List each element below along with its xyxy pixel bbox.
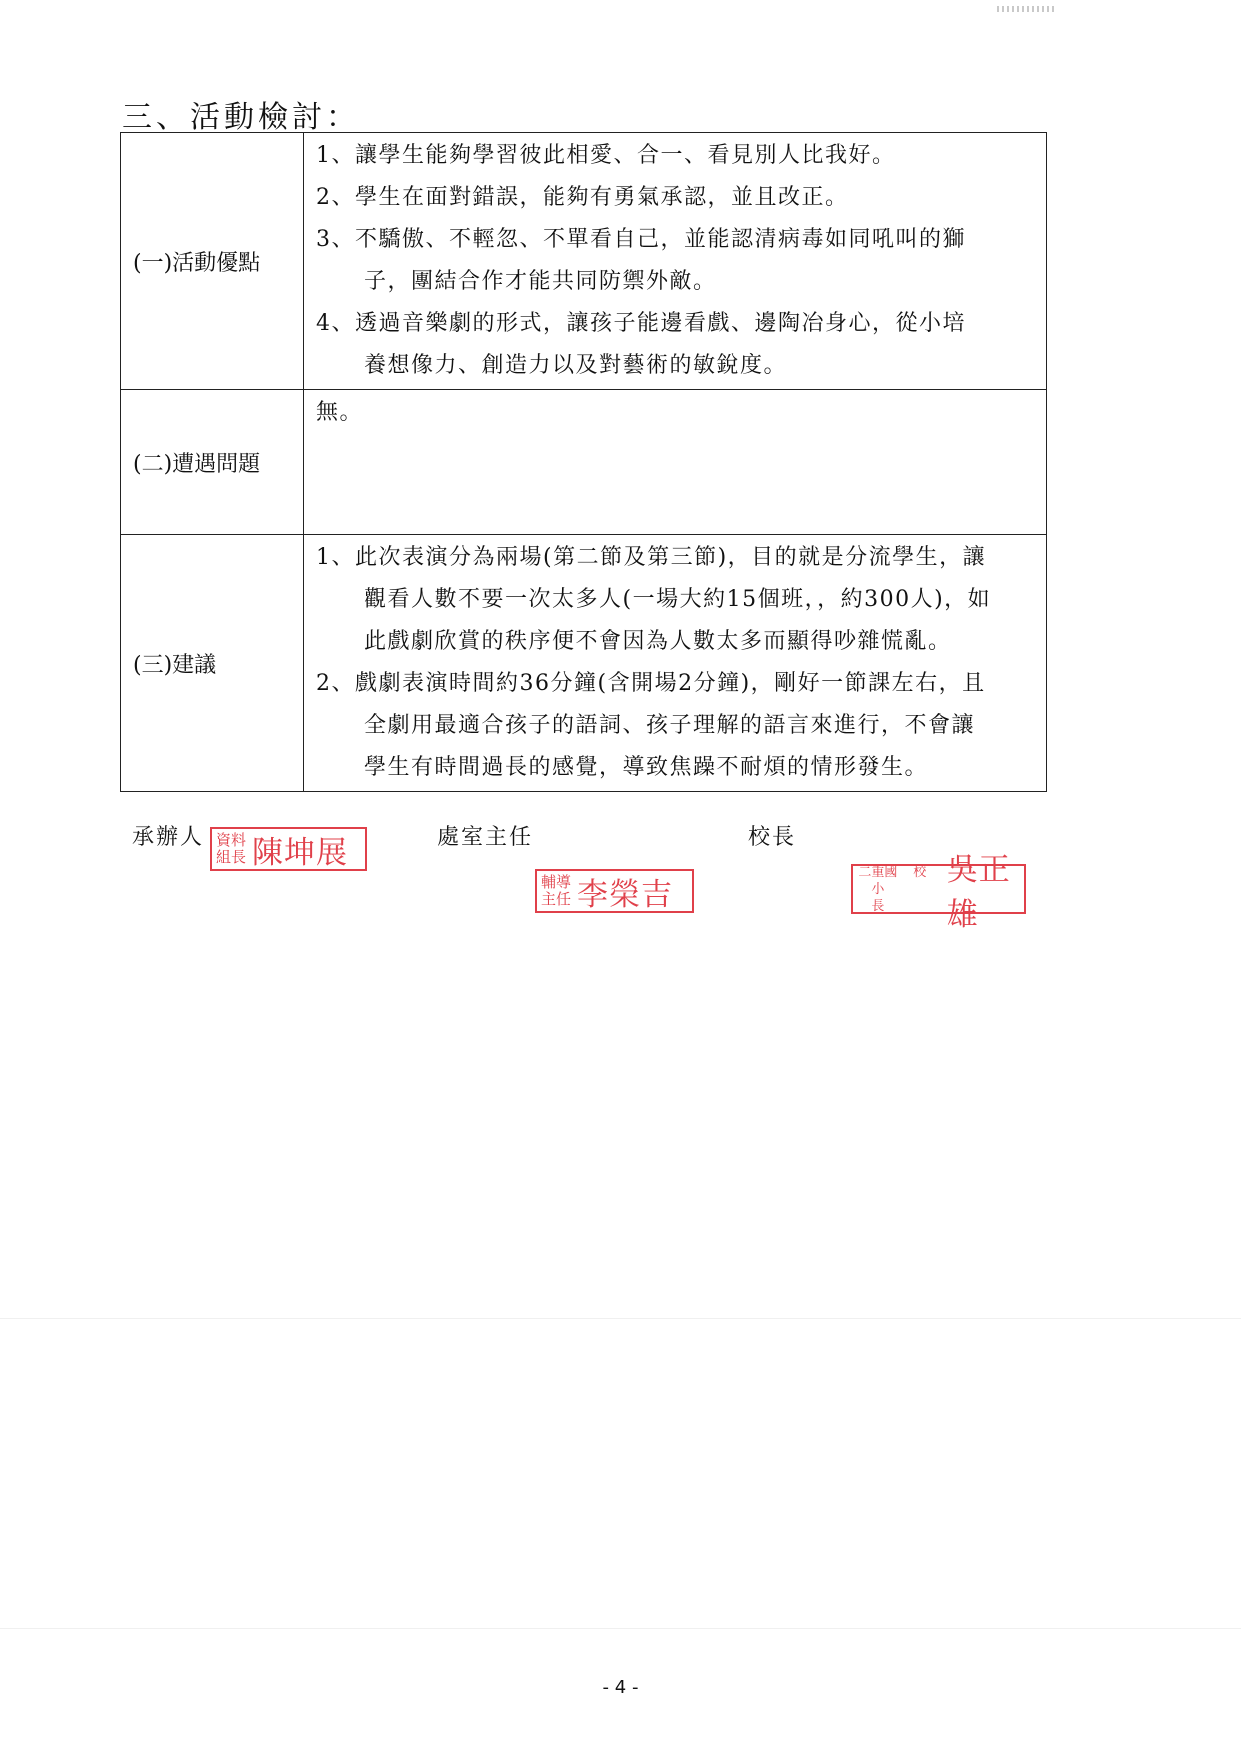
review-row: [121, 390, 1047, 535]
organizer-stamp-title: [216, 832, 246, 866]
review-item-line: 3、不驕傲、不輕忽、不單看自己，並能認清病毒如同吼叫的獅: [316, 227, 966, 252]
stamp-title-char: 任: [556, 890, 572, 908]
section-title: 三、活動檢討：: [122, 100, 360, 135]
review-content: [304, 133, 1047, 390]
director-stamp-name: 李榮吉: [577, 876, 674, 913]
organizer-stamp-name: 陳坤展: [252, 834, 349, 871]
review-item: [316, 663, 1036, 789]
stamp-title-char: 組: [216, 848, 232, 866]
review-category: (三)建議: [121, 535, 304, 792]
stamp-title-char: 校: [913, 864, 927, 880]
review-item: [316, 135, 1036, 177]
review-item-line: 此戲劇欣賞的秩序便不會因為人數太多而顯得吵雜慌亂。: [364, 629, 952, 654]
stamp-title-char: 資: [216, 831, 232, 849]
organizer-stamp: [210, 827, 367, 871]
activity-review-table: [120, 132, 1047, 792]
review-category: (一)活動優點: [121, 133, 304, 390]
review-item: [316, 177, 1036, 219]
stamp-title-char: 長: [231, 848, 247, 866]
review-item: [316, 392, 1036, 434]
director-stamp: [535, 869, 694, 913]
stamp-title-char: 導: [556, 873, 572, 891]
scan-artifact-line: [0, 1628, 1241, 1629]
review-item-line: 1、此次表演分為兩場(第二節及第三節)，目的就是分流學生，讓: [316, 545, 987, 570]
review-item-line: 養想像力、創造力以及對藝術的敏銳度。: [364, 353, 788, 378]
review-item-line: 2、戲劇表演時間約36分鐘(含開場2分鐘)，剛好一節課左右，且: [316, 671, 986, 696]
review-item: [316, 219, 1036, 303]
organizer-label: 承辦人: [132, 825, 205, 850]
review-item-line: 學生有時間過長的感覺，導致焦躁不耐煩的情形發生。: [364, 755, 929, 780]
review-content: [304, 390, 1047, 535]
review-item-line: 全劇用最適合孩子的語詞、孩子理解的語言來進行，不會讓: [364, 713, 976, 738]
stamp-title-char: 二重國小: [858, 864, 898, 897]
principal-stamp-name: 吳正雄: [946, 852, 1011, 933]
principal-stamp: [851, 852, 1026, 933]
review-item-line: 無。: [316, 400, 364, 425]
scan-corner-mark: [997, 6, 1057, 12]
review-category: (二)遭遇問題: [121, 390, 304, 535]
stamp-title-char: 料: [231, 831, 247, 849]
review-row: [121, 133, 1047, 390]
principal-label: 校長: [748, 825, 797, 850]
director-stamp-title: [541, 874, 571, 908]
scan-artifact-line: [0, 1318, 1241, 1319]
stamp-title-char: 主: [541, 890, 557, 908]
review-item-line: 2、學生在面對錯誤，能夠有勇氣承認，並且改正。: [316, 185, 849, 210]
stamp-title-char: 輔: [541, 873, 557, 891]
stamp-title-char: 長: [871, 898, 885, 914]
office-director-label: 處室主任: [437, 825, 534, 850]
review-item-line: 觀看人數不要一次太多人(一場大約15個班，，約300人)，如: [364, 587, 992, 612]
review-item-line: 子，團結合作才能共同防禦外敵。: [364, 269, 717, 294]
review-row: [121, 535, 1047, 792]
review-item: [316, 303, 1036, 387]
principal-stamp-title: [857, 864, 941, 915]
review-content: [304, 535, 1047, 792]
review-item-line: 4、透過音樂劇的形式，讓孩子能邊看戲、邊陶冶身心，從小培: [316, 311, 966, 336]
page-number: - 4 -: [602, 1677, 639, 1698]
review-item: [316, 537, 1036, 663]
review-item-line: 1、讓學生能夠學習彼此相愛、合一、看見別人比我好。: [316, 143, 896, 168]
